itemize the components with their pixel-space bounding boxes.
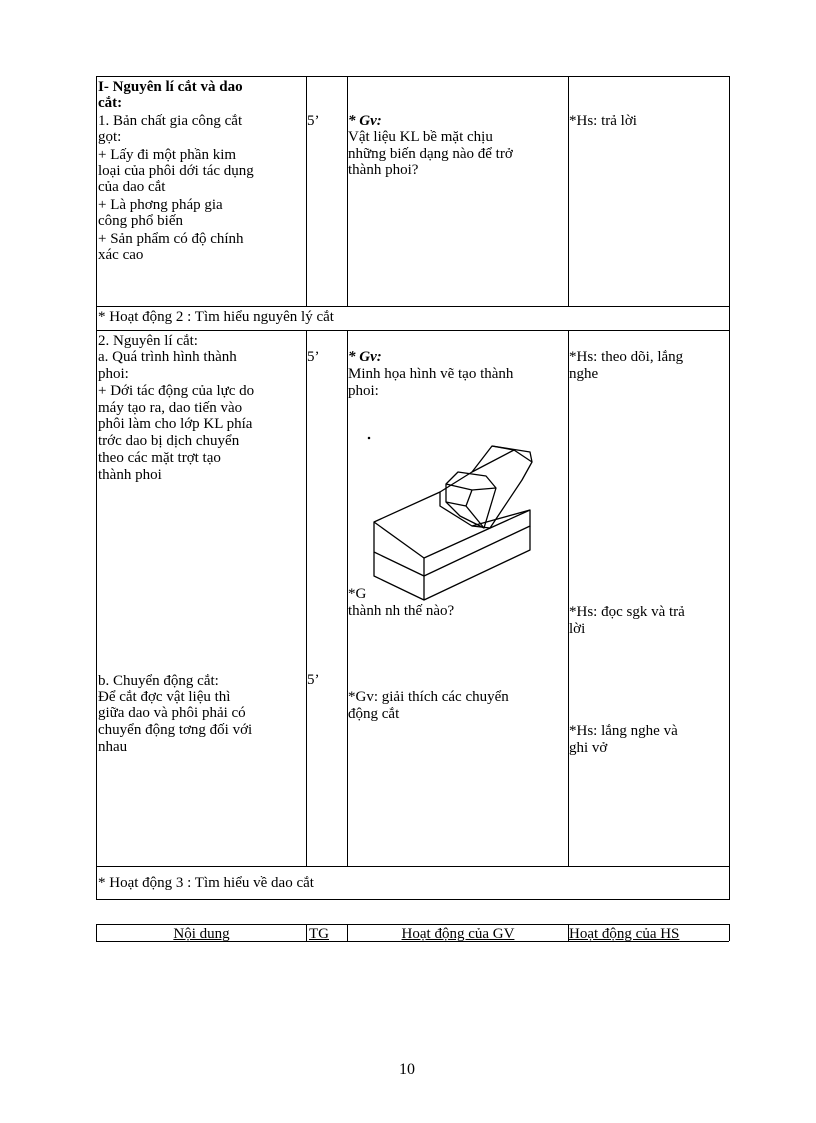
teacher-line: động cắt <box>348 706 400 722</box>
header-time: TG <box>309 926 329 942</box>
content-line: 1. Bản chất gia công cắt <box>98 113 243 129</box>
header-divider <box>729 924 730 941</box>
teacher-line: *G <box>348 586 367 602</box>
student-line: ghi vở <box>569 740 608 756</box>
time-value: 5’ <box>307 672 320 688</box>
content-line: a. Quá trình hình thành <box>98 349 237 365</box>
section-heading: cắt: <box>98 95 123 111</box>
header-content: Nội dung <box>173 926 230 942</box>
content-line: nhau <box>98 739 128 755</box>
row-divider <box>96 330 729 331</box>
content-line: trớc dao bị dịch chuyển <box>98 433 240 449</box>
teacher-line: *Gv: giải thích các chuyển <box>348 689 509 705</box>
student-line: *Hs: trả lời <box>569 113 637 129</box>
table-border-left <box>96 76 97 900</box>
teacher-line: thành nh thế nào? <box>348 603 455 619</box>
page-number: 10 <box>399 1061 415 1078</box>
teacher-line: thành phoi? <box>348 162 419 178</box>
time-value: 5’ <box>307 113 320 129</box>
content-line: chuyển động tơng đối với <box>98 722 253 738</box>
content-line: + Sản phẩm có độ chính <box>98 231 244 247</box>
student-line: *Hs: theo dõi, lắng <box>569 349 684 365</box>
content-line: giữa dao và phôi phải có <box>98 705 246 721</box>
student-line: lời <box>569 621 586 637</box>
content-line: + Dới tác động của lực do <box>98 383 255 399</box>
activity-row: * Hoạt động 3 : Tìm hiểu về dao cắt <box>98 875 314 891</box>
activity-row: * Hoạt động 2 : Tìm hiểu nguyên lý cắt <box>98 309 334 325</box>
header-teacher: Hoạt động của GV <box>401 926 515 942</box>
table-border-bottom <box>96 899 729 900</box>
teacher-label: * Gv: <box>348 349 382 365</box>
content-line: 2. Nguyên lí cắt: <box>98 333 198 349</box>
time-value: 5’ <box>307 349 320 365</box>
content-line: công phổ biến <box>98 213 183 229</box>
content-line: thành phoi <box>98 467 162 483</box>
content-line: xác cao <box>98 247 144 263</box>
col-divider <box>568 76 569 306</box>
col-divider <box>347 76 348 306</box>
row-divider <box>96 306 729 307</box>
teacher-line: những biến dạng nào để trở <box>348 146 513 162</box>
table-border-right <box>729 76 730 900</box>
content-line: gọt: <box>98 129 122 145</box>
content-line: + Là phơng pháp gia <box>98 197 223 213</box>
header-border-top <box>96 924 729 925</box>
teacher-line: Minh họa hình vẽ tạo thành <box>348 366 514 382</box>
student-line: *Hs: lắng nghe và <box>569 723 678 739</box>
col-divider <box>306 330 307 866</box>
teacher-line: phoi: <box>348 383 379 399</box>
content-line: phôi làm cho lớp KL phía <box>98 416 253 432</box>
content-line: theo các mặt trợt tạo <box>98 450 221 466</box>
teacher-line: Vật liệu KL bề mặt chịu <box>348 129 493 145</box>
col-divider <box>306 76 307 306</box>
student-line: *Hs: đọc sgk và trả <box>569 604 685 620</box>
content-line: phoi: <box>98 366 129 382</box>
content-line: b. Chuyển động cắt: <box>98 673 219 689</box>
content-line: Để cắt đợc vật liệu thì <box>98 689 231 705</box>
content-line: + Lấy đi một phần kim <box>98 147 237 163</box>
col-divider <box>568 330 569 866</box>
row-divider <box>96 866 729 867</box>
table-border-top <box>96 76 729 77</box>
teacher-label: * Gv: <box>348 113 382 129</box>
section-heading: I- Nguyên lí cắt và dao <box>98 79 243 95</box>
header-student: Hoạt động của HS <box>569 926 680 942</box>
content-line: loại của phôi dới tác dụng <box>98 163 254 179</box>
cutting-illustration <box>362 432 534 602</box>
student-line: nghe <box>569 366 599 382</box>
content-line: của dao cắt <box>98 179 166 195</box>
content-line: máy tạo ra, dao tiến vào <box>98 400 243 416</box>
